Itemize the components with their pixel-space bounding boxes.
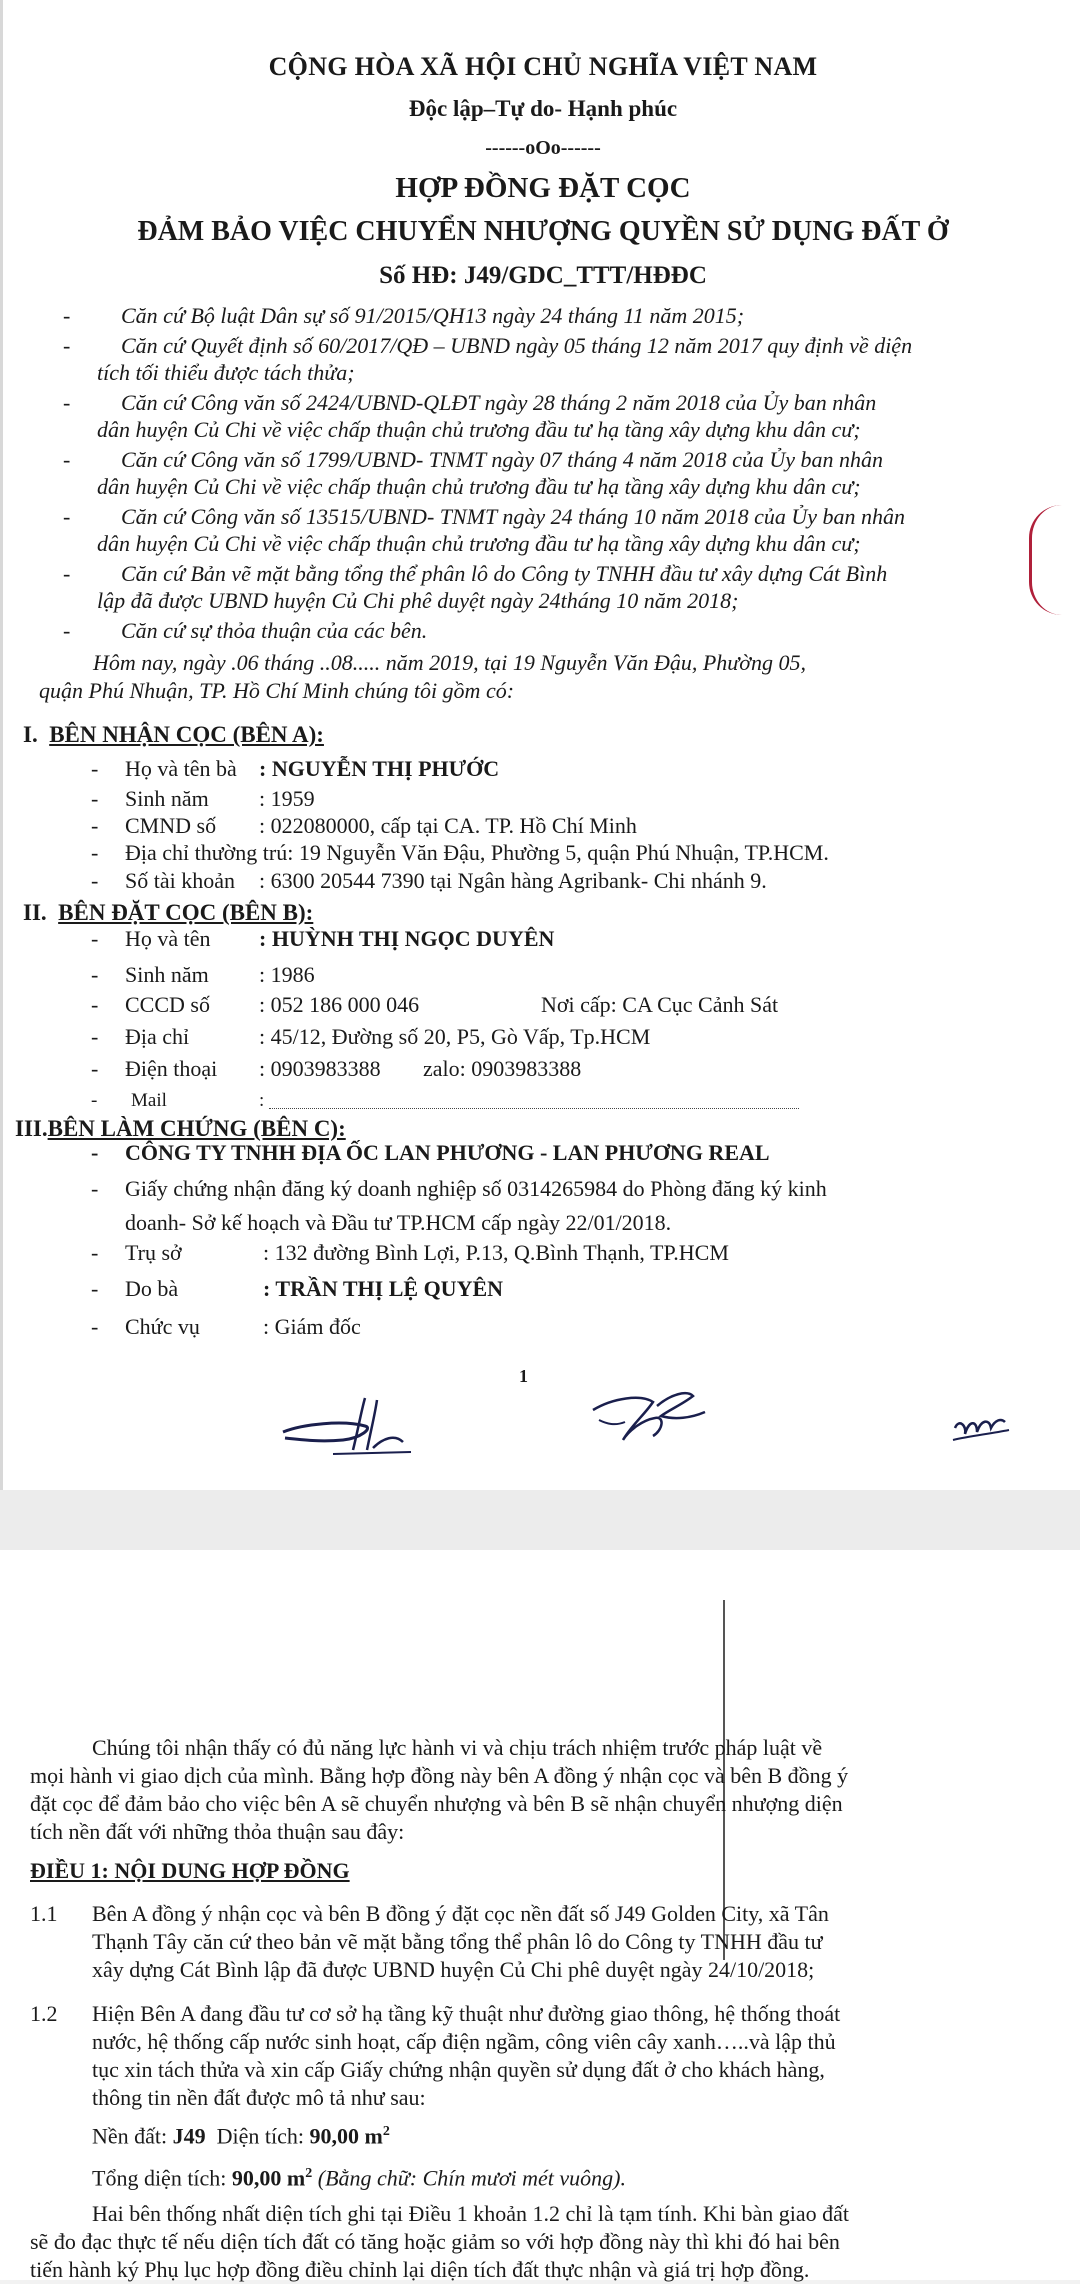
para2-line3: tiến hành ký Phụ lục hợp đồng điều chỉnh lại diện tích đất thực nhận và giá trị hợp đồng.	[30, 2257, 810, 2282]
basis-item: - Căn cứ Công văn số 13515/UBND- TNMT ngày 24 tháng 10 năm 2018 của Ủy ban nhân dân huyện Củ Chi về việc chấp thuận chủ trương đầu tư hạ tầng xây dựng khu dân cư;	[63, 503, 906, 556]
nation-heading: CỘNG HÒA XÃ HỘI CHỦ NGHĨA VIỆT NAM	[268, 52, 818, 81]
party-a-heading: I. BÊN NHẬN CỌC (BÊN A):	[23, 722, 324, 747]
contract-title: HỢP ĐỒNG ĐẶT CỌC	[395, 172, 691, 204]
document-page-1: CỘNG HÒA XÃ HỘI CHỦ NGHĨA VIỆT NAM Độc lập–Tự do- Hạnh phúc ------oOo------ HỢP ĐỒNG ĐẶT CỌC ĐẢM BẢO VIỆC CHUYỂN NHƯỢNG QUYỀN SỬ DỤNG ĐẤT Ở Số HĐ: J49/GDC_TTT/HĐĐC - Căn cứ Bộ luật Dân sự số 91/2015/QH13 ngày 24 tháng 11 năm 2015; - Căn cứ Quyết định số 60/2017/QĐ – UBND ngày 05 tháng 12 năm 2017 quy định về diện tích tối thiểu được tách thửa; - Căn cứ Công văn số 2424/UBND-QLĐT ngày 28 tháng 2 năm 2018 của Ủy ban nhân dân huyện Củ Chi về việc chấp thuận chủ trương đầu tư hạ tầng xây dựng khu dân cư; - Căn cứ Công văn số 1799/UBND- TNMT ngày 07 tháng 4 năm 2018 của Ủy ban nhân dân huyện Củ Chi về việc chấp thuận chủ trương đầu tư hạ tầng xây dựng khu dân cư; - Căn cứ Công văn số 13515/UBND- TNMT ngày 24 tháng 10 năm 2018 của Ủy ban nhân dân huyện Củ Chi về việc chấp thuận chủ trương đầu tư hạ tầng xây dựng khu dân cư; - Căn cứ Bản vẽ mặt bằng tổng thể phân lô do Công ty TNHH đầu tư xây dựng Cát Bình lập đã được UBND huyện Củ Chi phê duyệt ngày 24tháng 10 năm 2018; - Căn cứ sự thỏa thuận của các bên. Hôm nay, ngày .06 tháng ..08..... năm 2019, tại 19 Nguyễn Văn Đậu, Phường 05, quận Phú Nhuận, TP. Hồ Chí Minh chúng tôi gồm có: I. BÊN NHẬN CỌC (BÊN A): - Họ và tên bà : NGUYỄN THỊ PHƯỚC - Sinh năm : 1959 - CMND số : 022080000, cấp tại CA. TP. Hồ Chí Minh - Địa chỉ thường trú: 19 Nguyễn Văn Đậu, Phường 5, quận Phú Nhuận, TP.HCM. - Số tài khoản : 6300 20544 7390 tại Ngân hàng Agribank- Chi nhánh 9. II. BÊN ĐẶT CỌC (BÊN B): - Họ và tên : HUỲNH THỊ NGỌC DUYÊN - Sinh năm : 1986 - CCCD số : 052 186 000 046 Nơi cấp: CA Cục Cảnh Sát - Địa chỉ : 45/12, Đường số 20, P5, Gò Vấp, Tp.HCM - Điện thoại : 0903983388 zalo: 0903983388 - Mail : III.BÊN LÀM CHỨNG (BÊN C): - CÔNG TY TNHH ĐỊA ỐC LAN PHƯƠNG - LAN PHƯƠNG REAL - Giấy chứng nhận đăng ký doanh nghiệp số 0314265984 do Phòng đăng ký kinh doanh- Sở kế hoạch và Đầu tư TP.HCM cấp ngày 22/01/2018. - Trụ sở : 132 đường Bình Lợi, P.13, Q.Bình Thạnh, TP.HCM - Do bà : TRẦN THỊ LỆ QUYÊN - Chức vụ : Giám đốc 1	[0, 0, 1080, 1490]
basis-item: - Căn cứ Công văn số 2424/UBND-QLĐT ngày 28 tháng 2 năm 2018 của Ủy ban nhân dân huyện Củ Chi về việc chấp thuận chủ trương đầu tư hạ tầng xây dựng khu dân cư;	[63, 389, 877, 442]
signature-party-a	[273, 1390, 423, 1470]
clause-1-2-line1: Hiện Bên A đang đầu tư cơ sở hạ tầng kỹ thuật như đường giao thông, hệ thống thoát	[92, 2001, 841, 2026]
clause-1-1-number: 1.1	[30, 1901, 58, 1926]
intro-line-1: Hôm nay, ngày .06 tháng ..08..... năm 2019, tại 19 Nguyễn Văn Đậu, Phường 05,	[93, 650, 807, 675]
clause-1-1-line1: Bên A đồng ý nhận cọc và bên B đồng ý đặt cọc nền đất số J49 Golden City, xã Tân	[92, 1901, 829, 1926]
legal-basis-list	[63, 302, 912, 644]
total-area-row: Tổng diện tích: 90,00 $m^2$ (Bằng chữ: Chín mươi mét vuông).	[92, 2165, 626, 2191]
party-b-heading: II. BÊN ĐẶT CỌC (BÊN B):	[23, 900, 314, 925]
basis-item: - Căn cứ Công văn số 1799/UBND- TNMT ngày 07 tháng 4 năm 2018 của Ủy ban nhân dân huyện Củ Chi về việc chấp thuận chủ trương đầu tư hạ tầng xây dựng khu dân cư;	[63, 446, 884, 499]
basis-item: - Căn cứ Quyết định số 60/2017/QĐ – UBND ngày 05 tháng 12 năm 2017 quy định về diện tích tối thiểu được tách thửa;	[63, 332, 913, 385]
intro-line-2: quận Phú Nhuận, TP. Hồ Chí Minh chúng tôi gồm có:	[39, 678, 515, 703]
signature-party-b	[583, 1380, 733, 1460]
page-number: 1	[519, 1366, 528, 1386]
para1-line2: mọi hành vi giao dịch của mình. Bằng hợp đồng này bên A đồng ý nhận cọc và bên B đồng ý	[30, 1763, 849, 1788]
page-gap	[0, 1490, 1080, 1550]
para2-line1: Hai bên thống nhất diện tích ghi tại Điều 1 khoản 1.2 chỉ là tạm tính. Khi bàn giao đất	[92, 2201, 850, 2226]
clause-1-2-line3: tục xin tách thửa và xin cấp Giấy chứng nhận quyền sử dụng đất ở cho khách hàng,	[92, 2057, 825, 2082]
party-c-heading: III.BÊN LÀM CHỨNG (BÊN C):	[15, 1116, 346, 1141]
header-separator: ------oOo------	[485, 137, 601, 159]
basis-item: - Căn cứ sự thỏa thuận của các bên.	[63, 617, 428, 643]
margin-bracket-mark	[1029, 505, 1062, 615]
contract-subtitle: ĐẢM BẢO VIỆC CHUYỂN NHƯỢNG QUYỀN SỬ DỤNG ĐẤT Ở	[137, 216, 949, 247]
article-1-heading: ĐIỀU 1: NỘI DUNG HỢP ĐỒNG	[30, 1858, 350, 1883]
contract-number: Số HĐ: J49/GDC_TTT/HĐĐC	[379, 262, 707, 289]
motto: Độc lập–Tự do- Hạnh phúc	[408, 96, 678, 121]
clause-1-2-number: 1.2	[30, 2001, 58, 2026]
clause-1-1-line3: xây dựng Cát Bình lập đã được UBND huyện Củ Chi phê duyệt ngày 24/10/2018;	[92, 1957, 815, 1982]
basis-item: - Căn cứ Bản vẽ mặt bằng tổng thể phân lô do Công ty TNHH đầu tư xây dựng Cát Bình lập đã được UBND huyện Củ Chi phê duyệt ngày 24tháng 10 năm 2018;	[63, 560, 888, 613]
clause-1-2-line4: thông tin nền đất được mô tả như sau:	[92, 2085, 426, 2110]
clause-1-2-line2: nước, hệ thống cấp nước sinh hoạt, cấp điện ngầm, công viên cây xanh…..và lập thủ	[92, 2029, 836, 2054]
signature-party-c	[949, 1398, 1019, 1458]
clause-1-1-line2: Thạnh Tây căn cứ theo bản vẽ mặt bằng tổng thể phân lô do Công ty TNHH đầu tư	[92, 1929, 823, 1954]
basis-item: - Căn cứ Bộ luật Dân sự số 91/2015/QH13 ngày 24 tháng 11 năm 2015;	[63, 303, 745, 328]
para1-line4: tích nền đất với những thỏa thuận sau đây:	[30, 1819, 405, 1844]
lot-info-row: Nền đất: J49 Diện tích: 90,00 $m^2$	[92, 2123, 390, 2149]
para1-line3: đặt cọc để đảm bảo cho việc bên A sẽ chuyển nhượng và bên B sẽ nhận chuyển nhượng diện	[30, 1791, 843, 1816]
para1-line1: Chúng tôi nhận thấy có đủ năng lực hành vi và chịu trách nhiệm trước pháp luật về	[92, 1735, 823, 1760]
para2-line2: sẽ đo đạc thực tế nếu diện tích đất có tăng hoặc giảm so với hợp đồng này thì khi đó hai bên	[30, 2229, 840, 2254]
